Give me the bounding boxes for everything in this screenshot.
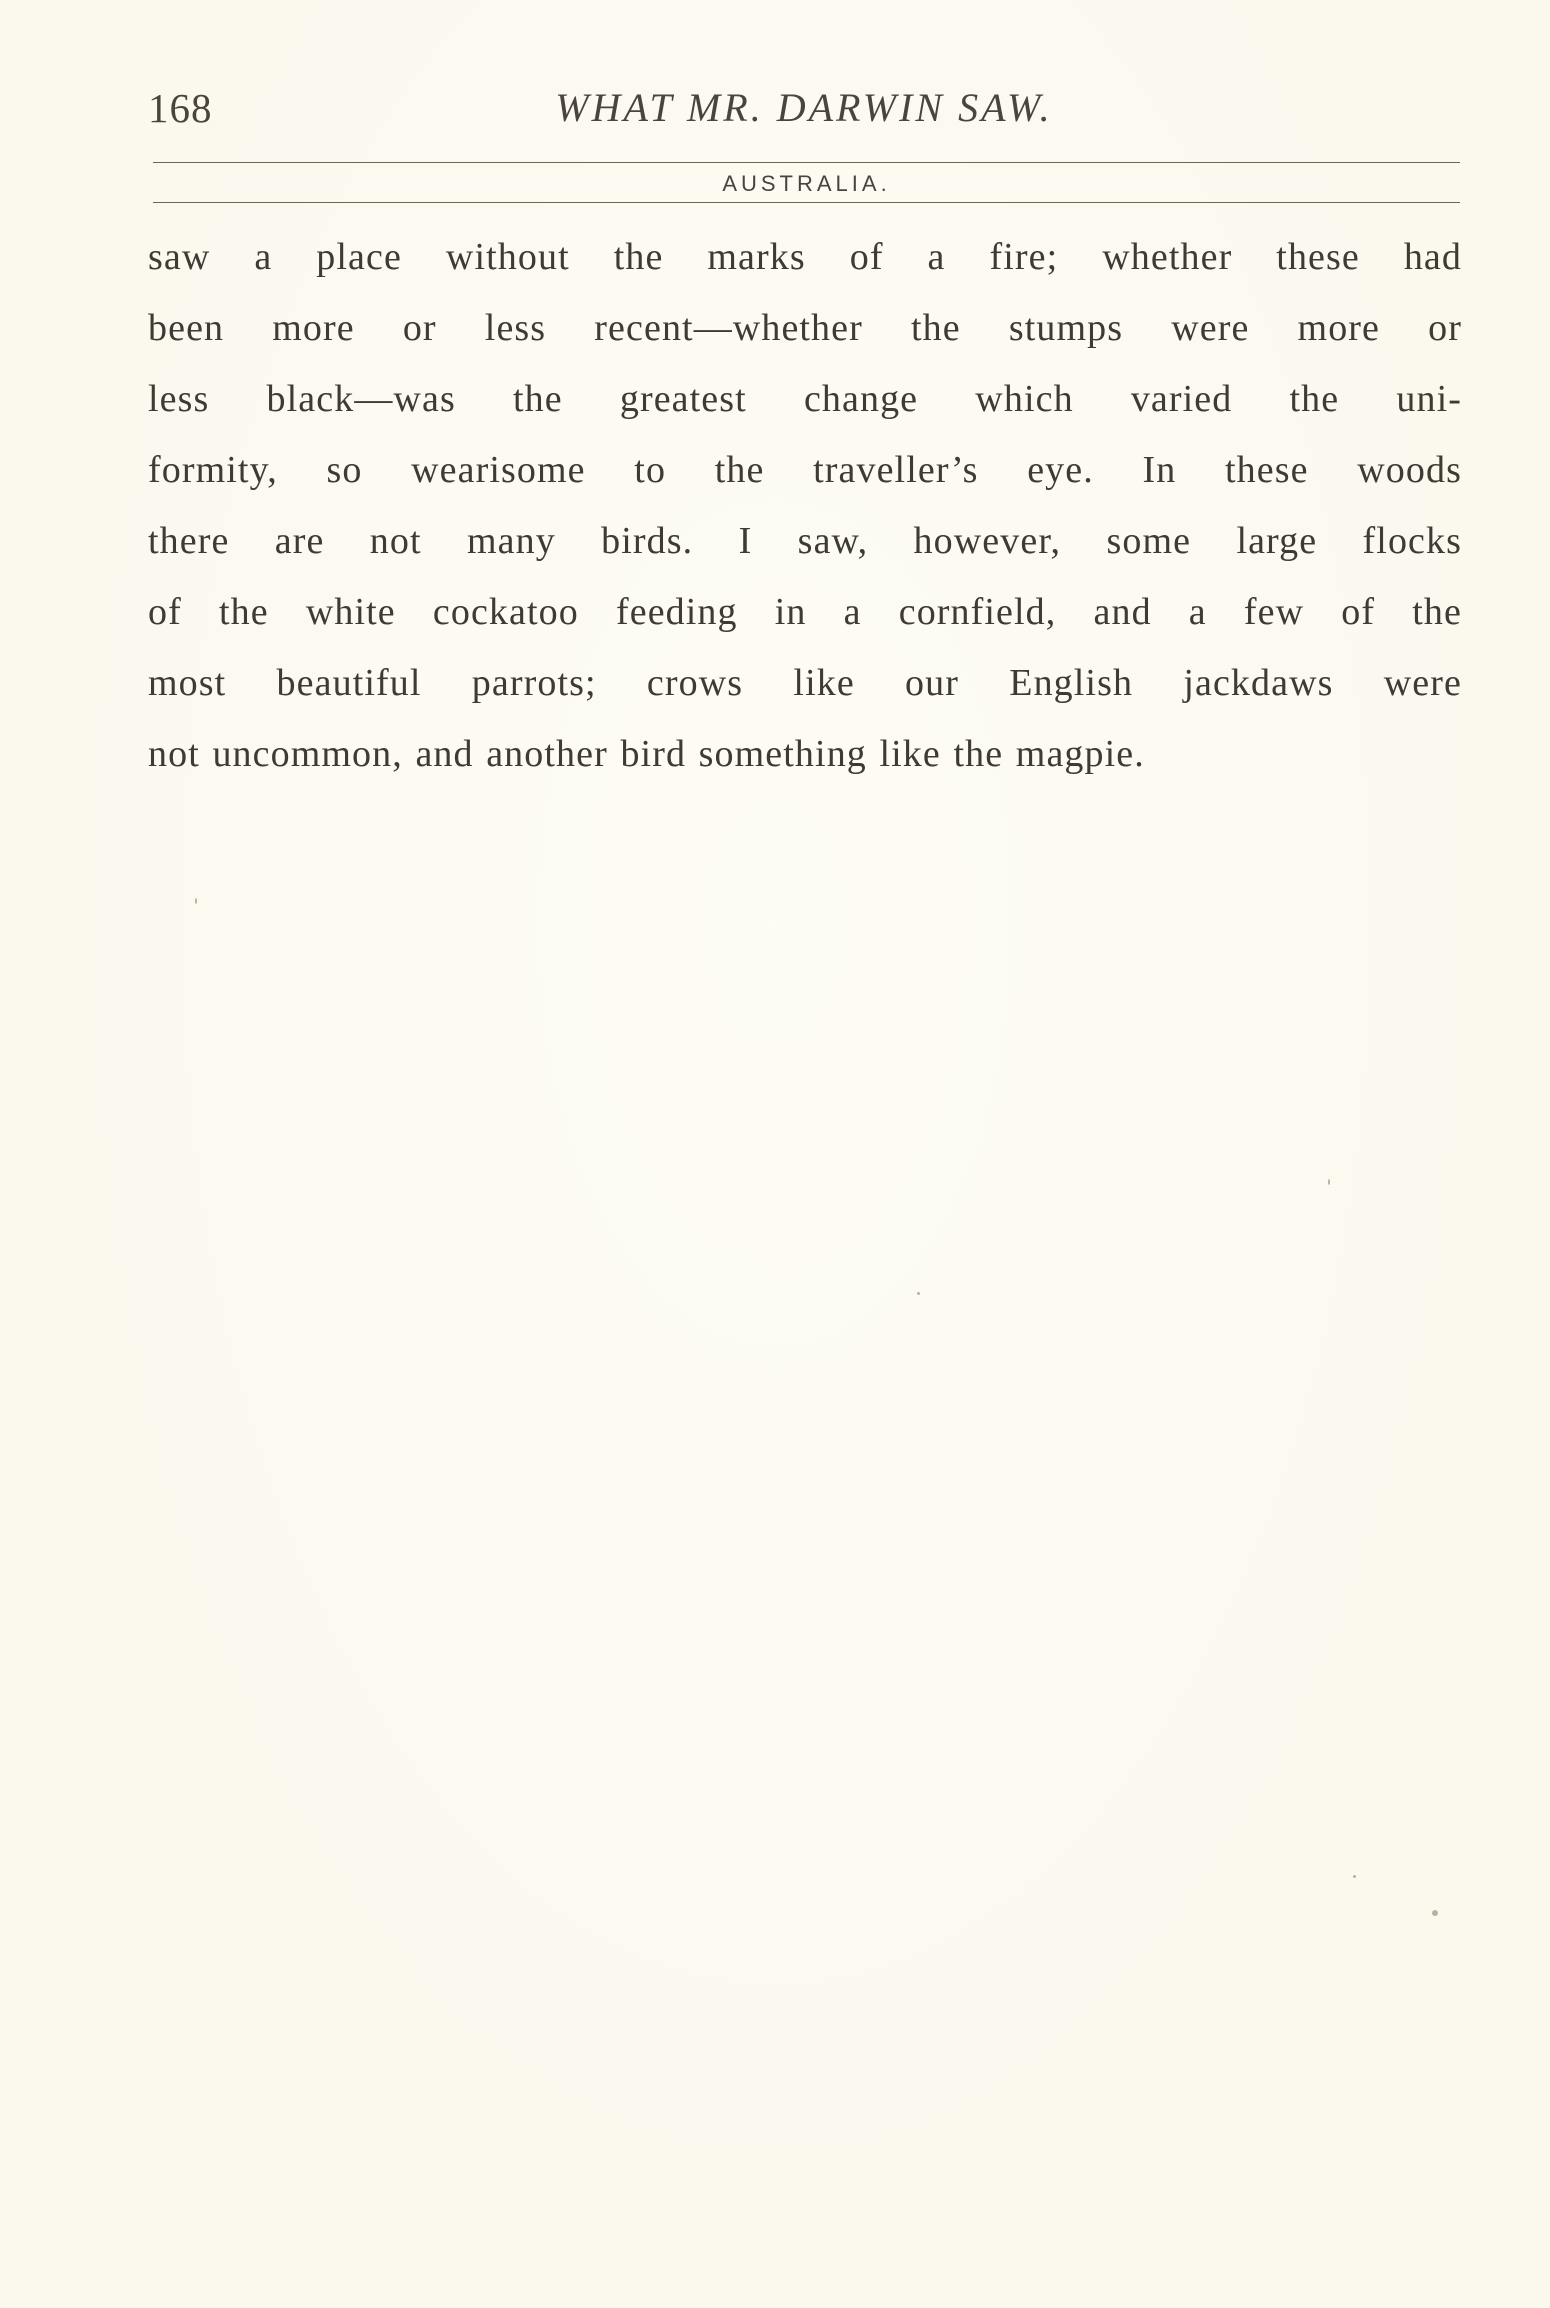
book-title: WHAT MR. DARWIN SAW. bbox=[555, 85, 1053, 130]
paper-speck bbox=[1353, 1875, 1356, 1878]
running-head bbox=[148, 84, 1460, 144]
text-line: saw a place without the marks of a fire; whether these had bbox=[148, 236, 1462, 278]
header-rule-top bbox=[153, 162, 1460, 163]
text-line: less black—was the greatest change which varied the uni- bbox=[148, 378, 1462, 420]
paper-speck bbox=[1328, 1179, 1330, 1185]
text-line: there are not many birds. I saw, however, some large flocks bbox=[148, 520, 1462, 562]
text-line: of the white cockatoo feeding in a cornfield, and a few of the bbox=[148, 591, 1462, 633]
text-line: most beautiful parrots; crows like our English jackdaws were bbox=[148, 662, 1462, 704]
paper-speck bbox=[917, 1292, 920, 1295]
paper-speck bbox=[195, 898, 197, 904]
page-number: 168 bbox=[148, 85, 213, 131]
section-heading: AUSTRALIA. bbox=[722, 171, 891, 196]
paper-speck bbox=[1432, 1910, 1438, 1916]
text-line: formity, so wearisome to the traveller’s eye. In these woods bbox=[148, 449, 1462, 491]
text-line: been more or less recent—whether the stumps were more or bbox=[148, 307, 1462, 349]
body-text bbox=[148, 228, 1462, 796]
header-rule-bottom bbox=[153, 202, 1460, 203]
text-line: not uncommon, and another bird something like the magpie. bbox=[148, 733, 1145, 775]
